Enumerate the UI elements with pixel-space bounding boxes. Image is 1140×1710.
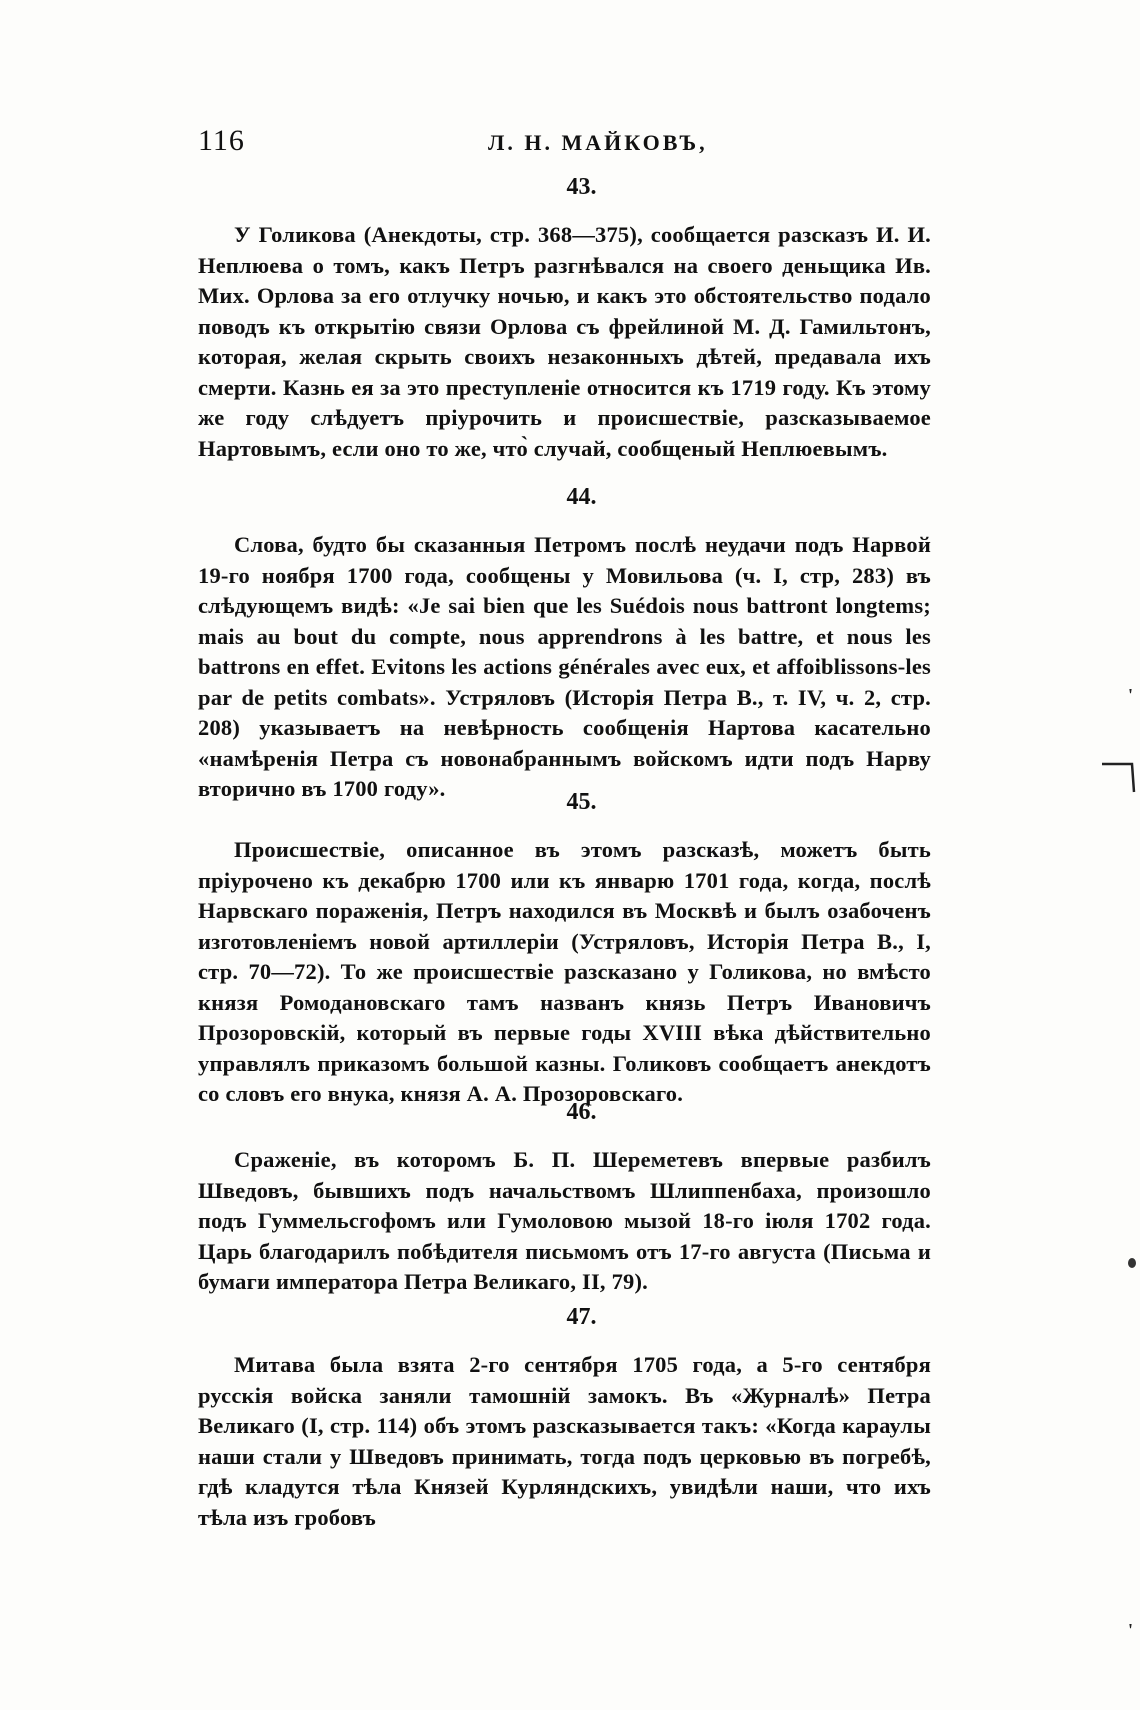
margin-tick-mark <box>1100 758 1136 798</box>
section-text: У Голикова (Анекдоты, стр. 368—375), сообщается разсказъ И. И. Неплюева о томъ, какъ Петръ разгнѣвался на своего деньщика Ив. Мих. Орлова за его отлучку ночью, и какъ это обстоятельство подало поводъ къ открытію связи Орлова съ фрейлиной М. Д. Гамильтонъ, которая, желая скрыть своихъ незаконныхъ дѣтей, предавала ихъ смерти. Казнь ея за это преступленіе относится къ 1719 году. Къ этому же году слѣдуетъ пріурочить и происшествіе, разсказываемое Нартовымъ, если оно то же, что̀ случай, сообщеный Неплюевымъ. <box>198 222 931 461</box>
section-44 <box>198 482 931 805</box>
section-number: 46. <box>566 1099 597 1125</box>
section-46 <box>198 1097 931 1298</box>
section-47 <box>198 1302 931 1533</box>
section-number: 45. <box>566 789 597 815</box>
section-43 <box>198 172 931 464</box>
section-number: 44. <box>566 484 597 510</box>
page-header <box>198 124 928 164</box>
page-number: 116 <box>198 124 245 157</box>
running-head: Л. Н. МАЙКОВЪ, <box>488 130 708 155</box>
section-text: Происшествіе, описанное въ этомъ разсказѣ, можетъ быть пріурочено къ декабрю 1700 или къ январю 1701 года, когда, послѣ Нарвскаго пораженія, Петръ находился въ Москвѣ и былъ озабоченъ изготовленіемъ новой артиллеріи (Устряловъ, Исторія Петра В., I, стр. 70—72). То же происшествіе разсказано у Голикова, но вмѣсто князя Ромодановскаго тамъ названъ князь Петръ Ивановичъ Прозоровскій, который въ первые годы XVIII вѣка дѣйствительно управлялъ приказомъ большой казны. Голиковъ сообщаетъ анекдотъ со словъ его внука, князя А. А. Прозоровскаго. <box>198 837 931 1106</box>
margin-speck: ' <box>1128 1620 1134 1640</box>
section-text: Митава была взята 2-го сентября 1705 года, а 5-го сентября русскія войска заняли тамошній замокъ. Въ «Журналѣ» Петра Великаго (I, стр. 114) объ этомъ разсказывается такъ: «Когда караулы наши стали у Шведовъ принимать, тогда подъ церковью въ погребѣ, гдѣ кладутся тѣла Князей Курляндскихъ, увидѣли наши, что ихъ тѣла изъ гробовъ <box>198 1352 931 1530</box>
margin-speck: ' <box>1128 685 1134 705</box>
section-number: 43. <box>566 174 597 200</box>
section-45 <box>198 787 931 1110</box>
section-text: Сраженіе, въ которомъ Б. П. Шереметевъ впервые разбилъ Шведовъ, бывшихъ подъ начальствомъ Шлиппенбаха, произошло подъ Гуммельсгофомъ или Гумоловою мызой 18-го іюля 1702 года. Царь благодарилъ побѣдителя письмомъ отъ 17-го августа (Письма и бумаги императора Петра Великаго, II, 79). <box>198 1147 931 1294</box>
section-text: Слова, будто бы сказанныя Петромъ послѣ неудачи подъ Нарвой 19-го ноября 1700 года, сообщены у Мовильова (ч. I, стр, 283) въ слѣдующемъ видѣ: «Je sai bien que les Suédois nous battront longtems; mais au bout du compte, nous apprendrons à les battre, et nous les battrons en effet. Evitons les actions générales avec eux, et affoiblissons-les par de petits combats». Устряловъ (Исторія Петра В., т. IV, ч. 2, стр. 208) указываетъ на невѣрность сообщенія Нартова касательно «намѣренія Петра съ новонабраннымъ войскомъ идти подъ Нарву вторично въ 1700 году». <box>198 532 931 801</box>
section-number: 47. <box>566 1304 597 1330</box>
margin-dot <box>1128 1258 1136 1268</box>
